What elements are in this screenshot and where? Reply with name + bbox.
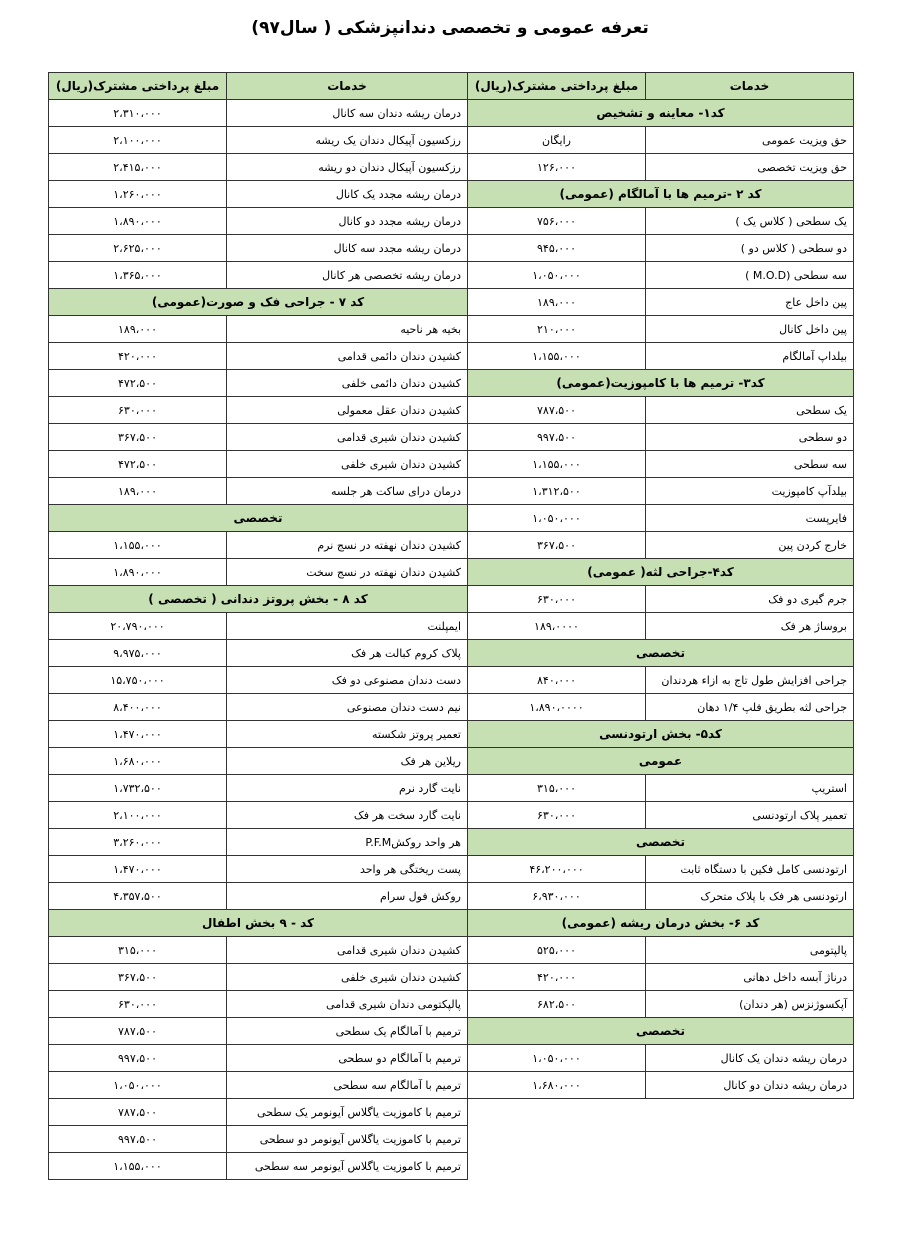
table-row	[468, 127, 854, 154]
table-row	[468, 964, 854, 991]
service-price: ۹۹۷،۵۰۰	[468, 424, 646, 451]
table-row	[49, 613, 468, 640]
document-title: تعرفه عمومی و تخصصی دندانپزشکی ( سال۹۷)	[251, 18, 649, 38]
section-row	[49, 910, 468, 937]
table-row	[468, 397, 854, 424]
service-price: ۲۱۰،۰۰۰	[468, 316, 646, 343]
service-name: یک سطحی ( کلاس یک )	[646, 208, 854, 235]
service-name: سه سطحی (M.O.D )	[646, 262, 854, 289]
section-row	[468, 829, 854, 856]
service-price: ۹۹۷،۵۰۰	[49, 1045, 227, 1072]
service-name: دو سطحی	[646, 424, 854, 451]
section-row	[468, 721, 854, 748]
service-name: آپکسوژنزس (هر دندان)	[646, 991, 854, 1018]
service-name: ترمیم با آمالگام یک سطحی	[227, 1018, 468, 1045]
service-name: روکش فول سرام	[227, 883, 468, 910]
table-row	[49, 937, 468, 964]
table-row	[468, 856, 854, 883]
service-name: جراحی افزایش طول تاج به ازاء هردندان	[646, 667, 854, 694]
service-price: ۴۷۲،۵۰۰	[49, 370, 227, 397]
table-row	[468, 208, 854, 235]
table-row	[468, 424, 854, 451]
table-row	[49, 343, 468, 370]
service-price: ۱،۱۵۵،۰۰۰	[49, 1153, 227, 1180]
service-price: ۸،۴۰۰،۰۰۰	[49, 694, 227, 721]
service-name: تعمیر پروتز شکسته	[227, 721, 468, 748]
service-price: ۷۸۷،۵۰۰	[49, 1099, 227, 1126]
service-price: ۴۶،۲۰۰،۰۰۰	[468, 856, 646, 883]
service-price: ۳۶۷،۵۰۰	[49, 964, 227, 991]
table-row	[49, 694, 468, 721]
table-row	[49, 1099, 468, 1126]
table-row	[468, 451, 854, 478]
section-title: کد۳- ترمیم ها با کامپوزیت(عمومی)	[468, 370, 854, 397]
table-row	[468, 289, 854, 316]
table-row	[468, 1072, 854, 1099]
table-row	[49, 559, 468, 586]
service-price: ۳۱۵،۰۰۰	[49, 937, 227, 964]
table-row	[49, 802, 468, 829]
section-title: کد ۸ - بخش پروتز دندانی ( تخصصی )	[49, 586, 468, 613]
service-price: ۲،۱۰۰،۰۰۰	[49, 127, 227, 154]
service-price: ۱،۰۵۰،۰۰۰	[49, 1072, 227, 1099]
service-name: خارج کردن پین	[646, 532, 854, 559]
service-price: ۲،۱۰۰،۰۰۰	[49, 802, 227, 829]
service-name: کشیدن دندان شیری خلفی	[227, 964, 468, 991]
table-row	[468, 316, 854, 343]
service-price: ۸۴۰،۰۰۰	[468, 667, 646, 694]
service-name: کشیدن دندان شیری خلفی	[227, 451, 468, 478]
section-row	[468, 1018, 854, 1045]
service-name: پین داخل عاج	[646, 289, 854, 316]
section-title: تخصصی	[468, 640, 854, 667]
table-row	[49, 316, 468, 343]
section-title: کد۴-جراحی لثه( عمومی)	[468, 559, 854, 586]
table-row	[468, 235, 854, 262]
service-name: ترمیم با آمالگام دو سطحی	[227, 1045, 468, 1072]
table-row	[468, 478, 854, 505]
section-row	[49, 586, 468, 613]
service-price: ۱،۰۵۰،۰۰۰	[468, 1045, 646, 1072]
service-price: ۳۱۵،۰۰۰	[468, 775, 646, 802]
service-name: درمان ریشه مجدد یک کانال	[227, 181, 468, 208]
service-name: جراحی لثه بطریق فلپ ۱/۴ دهان	[646, 694, 854, 721]
section-row	[468, 100, 854, 127]
service-name: استریپ	[646, 775, 854, 802]
service-name: ترمیم با کاموزیت یاگلاس آیونومر یک سطحی	[227, 1099, 468, 1126]
table-row	[468, 532, 854, 559]
table-row	[49, 1045, 468, 1072]
table-row	[49, 208, 468, 235]
service-name: کشیدن دندان عقل معمولی	[227, 397, 468, 424]
service-name: درمان ریشه دندان دو کانال	[646, 1072, 854, 1099]
table-row	[49, 748, 468, 775]
section-title: کد ۷ - جراحی فک و صورت(عمومی)	[49, 289, 468, 316]
section-title: کد - ۹ بخش اطفال	[49, 910, 468, 937]
section-row	[468, 640, 854, 667]
service-name: پلاک کروم کبالت هر فک	[227, 640, 468, 667]
tariff-body-left	[49, 100, 468, 1180]
service-name: جرم گیری دو فک	[646, 586, 854, 613]
header-row	[49, 73, 468, 100]
service-name: هر واحد روکشP.F.M	[227, 829, 468, 856]
table-row	[468, 991, 854, 1018]
service-name: بیلداپ آمالگام	[646, 343, 854, 370]
service-price: ۲۰،۷۹۰،۰۰۰	[49, 613, 227, 640]
service-price: ۳۶۷،۵۰۰	[468, 532, 646, 559]
service-price: ۴۷۲،۵۰۰	[49, 451, 227, 478]
table-row	[49, 451, 468, 478]
service-name: درناژ آبسه داخل دهانی	[646, 964, 854, 991]
tariff-table-right	[467, 72, 854, 1099]
table-row	[49, 235, 468, 262]
service-name: نیم دست دندان مصنوعی	[227, 694, 468, 721]
service-price: ۱،۳۱۲،۵۰۰	[468, 478, 646, 505]
service-name: کشیدن دندان دائمی خلفی	[227, 370, 468, 397]
service-name: پین داخل کانال	[646, 316, 854, 343]
service-price: ۲،۶۲۵،۰۰۰	[49, 235, 227, 262]
service-price: ۶۳۰،۰۰۰	[49, 397, 227, 424]
service-name: حق ویزیت عمومی	[646, 127, 854, 154]
table-row	[468, 586, 854, 613]
table-row	[49, 1072, 468, 1099]
service-price: ۷۸۷،۵۰۰	[49, 1018, 227, 1045]
service-name: درمان ریشه تخصصی هر کانال	[227, 262, 468, 289]
section-title: کد ۶- بخش درمان ریشه (عمومی)	[468, 910, 854, 937]
service-price: ۱،۰۵۰،۰۰۰	[468, 262, 646, 289]
service-price: ۱۸۹،۰۰۰	[49, 316, 227, 343]
service-price: ۲،۴۱۵،۰۰۰	[49, 154, 227, 181]
table-row	[468, 262, 854, 289]
table-row	[49, 883, 468, 910]
service-price: ۱،۱۵۵،۰۰۰	[468, 451, 646, 478]
service-price: ۱،۲۶۰،۰۰۰	[49, 181, 227, 208]
service-name: بروساژ هر فک	[646, 613, 854, 640]
section-title: کد۱- معاینه و تشخیص	[468, 100, 854, 127]
service-price: ۱،۴۷۰،۰۰۰	[49, 856, 227, 883]
table-row	[49, 370, 468, 397]
service-price: ۹،۹۷۵،۰۰۰	[49, 640, 227, 667]
table-row	[49, 829, 468, 856]
service-name: پست ریختگی هر واحد	[227, 856, 468, 883]
service-name: بیلدآپ کامپوزیت	[646, 478, 854, 505]
service-name: درمان ریشه مجدد دو کانال	[227, 208, 468, 235]
service-price: ۱۸۹،۰۰۰۰	[468, 613, 646, 640]
service-name: دو سطحی ( کلاس دو )	[646, 235, 854, 262]
table-row	[49, 154, 468, 181]
service-price: ۴،۳۵۷،۵۰۰	[49, 883, 227, 910]
service-name: رزکسیون آپیکال دندان یک ریشه	[227, 127, 468, 154]
table-row	[468, 883, 854, 910]
section-title: کد ۲ -ترمیم ها با آمالگام (عمومی)	[468, 181, 854, 208]
table-row	[49, 667, 468, 694]
service-price: ۶۳۰،۰۰۰	[468, 586, 646, 613]
service-price: ۱،۷۳۲،۵۰۰	[49, 775, 227, 802]
service-name: فایرپست	[646, 505, 854, 532]
service-name: نایت گارد نرم	[227, 775, 468, 802]
service-price: ۷۵۶،۰۰۰	[468, 208, 646, 235]
table-row	[468, 694, 854, 721]
service-name: ریلاین هر فک	[227, 748, 468, 775]
table-row	[49, 1018, 468, 1045]
service-name: تعمیر پلاک ارتودنسی	[646, 802, 854, 829]
header-service: خدمات	[227, 73, 468, 100]
service-price: ۱۸۹،۰۰۰	[468, 289, 646, 316]
header-price: مبلغ پرداختی مشترک(ریال)	[49, 73, 227, 100]
table-row	[49, 127, 468, 154]
service-name: یک سطحی	[646, 397, 854, 424]
table-row	[468, 1045, 854, 1072]
service-name: کشیدن دندان شیری قدامی	[227, 424, 468, 451]
table-row	[49, 1126, 468, 1153]
section-title: تخصصی	[468, 829, 854, 856]
table-row	[468, 775, 854, 802]
table-row	[468, 802, 854, 829]
service-name: ارتودنسی هر فک با پلاک متحرک	[646, 883, 854, 910]
service-price: ۱،۶۸۰،۰۰۰	[468, 1072, 646, 1099]
table-row	[49, 532, 468, 559]
service-name: ارتودنسی کامل فکین با دستگاه ثابت	[646, 856, 854, 883]
section-row	[468, 748, 854, 775]
table-row	[49, 1153, 468, 1180]
service-price: ۹۴۵،۰۰۰	[468, 235, 646, 262]
service-name: کشیدن دندان نهفته در نسج سخت	[227, 559, 468, 586]
service-name: درمان ریشه دندان یک کانال	[646, 1045, 854, 1072]
table-row	[468, 667, 854, 694]
service-price: ۶۳۰،۰۰۰	[49, 991, 227, 1018]
service-price: ۱،۸۹۰،۰۰۰۰	[468, 694, 646, 721]
service-price: ۱،۳۶۵،۰۰۰	[49, 262, 227, 289]
service-price: ۴۲۰،۰۰۰	[468, 964, 646, 991]
service-name: کشیدن دندان نهفته در نسج نرم	[227, 532, 468, 559]
service-price: ۱،۱۵۵،۰۰۰	[468, 343, 646, 370]
service-price: ۱،۶۸۰،۰۰۰	[49, 748, 227, 775]
service-price: ۱۸۹،۰۰۰	[49, 478, 227, 505]
section-title: عمومی	[468, 748, 854, 775]
service-price: ۲،۳۱۰،۰۰۰	[49, 100, 227, 127]
section-title: تخصصی	[49, 505, 468, 532]
service-price: رایگان	[468, 127, 646, 154]
table-row	[49, 478, 468, 505]
tariff-table-left	[48, 72, 468, 1180]
service-price: ۳۶۷،۵۰۰	[49, 424, 227, 451]
table-row	[49, 856, 468, 883]
table-row	[49, 424, 468, 451]
table-row	[468, 154, 854, 181]
service-price: ۱،۸۹۰،۰۰۰	[49, 208, 227, 235]
service-name: سه سطحی	[646, 451, 854, 478]
table-row	[49, 721, 468, 748]
service-price: ۱،۱۵۵،۰۰۰	[49, 532, 227, 559]
service-name: نایت گارد سخت هر فک	[227, 802, 468, 829]
service-name: درمان درای ساکت هر جلسه	[227, 478, 468, 505]
service-name: پالپتومی	[646, 937, 854, 964]
tariff-body-right	[468, 100, 854, 1099]
table-row	[49, 397, 468, 424]
service-price: ۷۸۷،۵۰۰	[468, 397, 646, 424]
header-price: مبلغ پرداختی مشترک(ریال)	[468, 73, 646, 100]
service-name: پالپکتومی دندان شیری قدامی	[227, 991, 468, 1018]
service-price: ۳،۲۶۰،۰۰۰	[49, 829, 227, 856]
service-name: ایمپلنت	[227, 613, 468, 640]
service-price: ۱،۰۵۰،۰۰۰	[468, 505, 646, 532]
service-name: درمان ریشه مجدد سه کانال	[227, 235, 468, 262]
service-name: درمان ریشه دندان سه کانال	[227, 100, 468, 127]
service-price: ۱،۴۷۰،۰۰۰	[49, 721, 227, 748]
service-name: ترمیم با کاموزیت یاگلاس آیونومر دو سطحی	[227, 1126, 468, 1153]
service-price: ۱۲۶،۰۰۰	[468, 154, 646, 181]
table-row	[468, 937, 854, 964]
service-name: ترمیم با آمالگام سه سطحی	[227, 1072, 468, 1099]
table-row	[49, 775, 468, 802]
table-row	[49, 991, 468, 1018]
table-row	[49, 640, 468, 667]
service-price: ۴۲۰،۰۰۰	[49, 343, 227, 370]
service-price: ۶۳۰،۰۰۰	[468, 802, 646, 829]
table-row	[49, 262, 468, 289]
table-row	[468, 505, 854, 532]
service-price: ۱،۸۹۰،۰۰۰	[49, 559, 227, 586]
section-title: تخصصی	[468, 1018, 854, 1045]
service-price: ۶،۹۳۰،۰۰۰	[468, 883, 646, 910]
service-price: ۵۲۵،۰۰۰	[468, 937, 646, 964]
header-row	[468, 73, 854, 100]
service-price: ۹۹۷،۵۰۰	[49, 1126, 227, 1153]
service-name: بخیه هر ناحیه	[227, 316, 468, 343]
table-row	[468, 343, 854, 370]
table-row	[49, 964, 468, 991]
service-name: کشیدن دندان دائمی قدامی	[227, 343, 468, 370]
service-price: ۱۵،۷۵۰،۰۰۰	[49, 667, 227, 694]
service-name: حق ویزیت تخصصی	[646, 154, 854, 181]
service-price: ۶۸۲،۵۰۰	[468, 991, 646, 1018]
service-name: دست دندان مصنوعی دو فک	[227, 667, 468, 694]
table-row	[468, 613, 854, 640]
service-name: ترمیم با کاموزیت یاگلاس آیونومر سه سطحی	[227, 1153, 468, 1180]
service-name: رزکسیون آپیکال دندان دو ریشه	[227, 154, 468, 181]
table-row	[49, 100, 468, 127]
table-row	[49, 181, 468, 208]
service-name: کشیدن دندان شیری قدامی	[227, 937, 468, 964]
section-row	[49, 505, 468, 532]
header-service: خدمات	[646, 73, 854, 100]
section-title: کد۵- بخش ارتودنسی	[468, 721, 854, 748]
